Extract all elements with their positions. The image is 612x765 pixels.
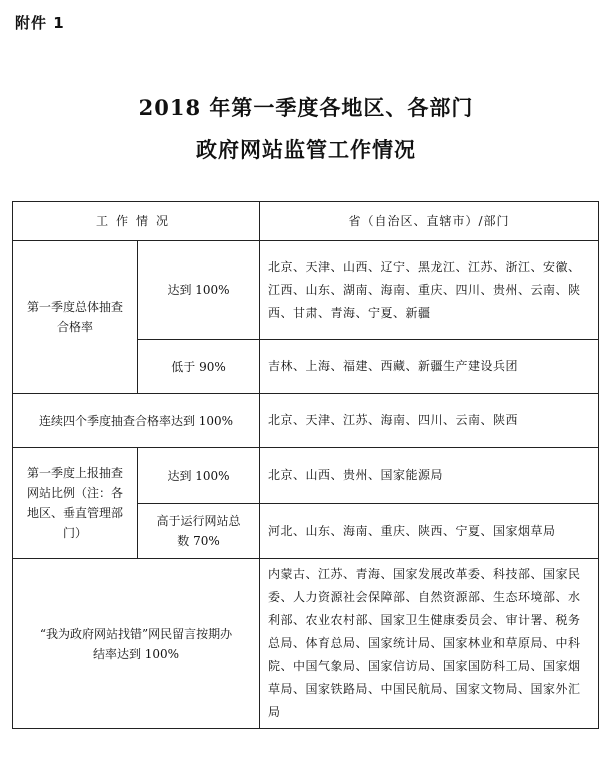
supervision-table: [12, 201, 599, 729]
subcategory-cell: 达到 100%: [138, 448, 260, 504]
subcategory-cell: 高于运行网站总数 70%: [138, 504, 260, 559]
category-cell: 第一季度总体抽查合格率: [13, 241, 138, 394]
category-cell: 第一季度上报抽查网站比例（注：各地区、垂直管理部门）: [13, 448, 138, 559]
table-row: [13, 394, 599, 448]
entities-cell: 北京、天津、江苏、海南、四川、云南、陕西: [260, 394, 599, 448]
entities-cell: 北京、天津、山西、辽宁、黑龙江、江苏、浙江、安徽、江西、山东、湖南、海南、重庆、四川、贵州、云南、陕西、甘肃、青海、宁夏、新疆: [260, 241, 599, 340]
header-provinces-departments: 省（自治区、直辖市）/部门: [260, 202, 599, 241]
entities-cell: 北京、山西、贵州、国家能源局: [260, 448, 599, 504]
table-header-row: [13, 202, 599, 241]
subcategory-cell: 低于 90%: [138, 340, 260, 394]
category-cell: 连续四个季度抽查合格率达到 100%: [13, 394, 260, 448]
table-row: [13, 241, 599, 340]
entities-cell: 内蒙古、江苏、青海、国家发展改革委、科技部、国家民委、人力资源社会保障部、自然资源部、生态环境部、水利部、农业农村部、国家卫生健康委员会、审计署、税务总局、体育总局、国家统计局、国家林业和草原局、中科院、中国气象局、国家信访局、国家国防科工局、国家烟草局、国家铁路局、中国民航局、国家文物局、国家外汇局: [260, 559, 599, 729]
table-row: [13, 448, 599, 504]
category-cell: “我为政府网站找错”网民留言按期办结率达到 100%: [13, 559, 260, 729]
entities-cell: 吉林、上海、福建、西藏、新疆生产建设兵团: [260, 340, 599, 394]
document-title-line-2: 政府网站监管工作情况: [196, 137, 416, 162]
attachment-label: 附件 1: [15, 14, 65, 32]
subcategory-cell: 达到 100%: [138, 241, 260, 340]
header-work-status: 工作情况: [13, 202, 260, 241]
entities-cell: 河北、山东、海南、重庆、陕西、宁夏、国家烟草局: [260, 504, 599, 559]
document-title-line-1: 2018 年第一季度各地区、各部门: [138, 95, 474, 120]
table-row: [13, 559, 599, 729]
